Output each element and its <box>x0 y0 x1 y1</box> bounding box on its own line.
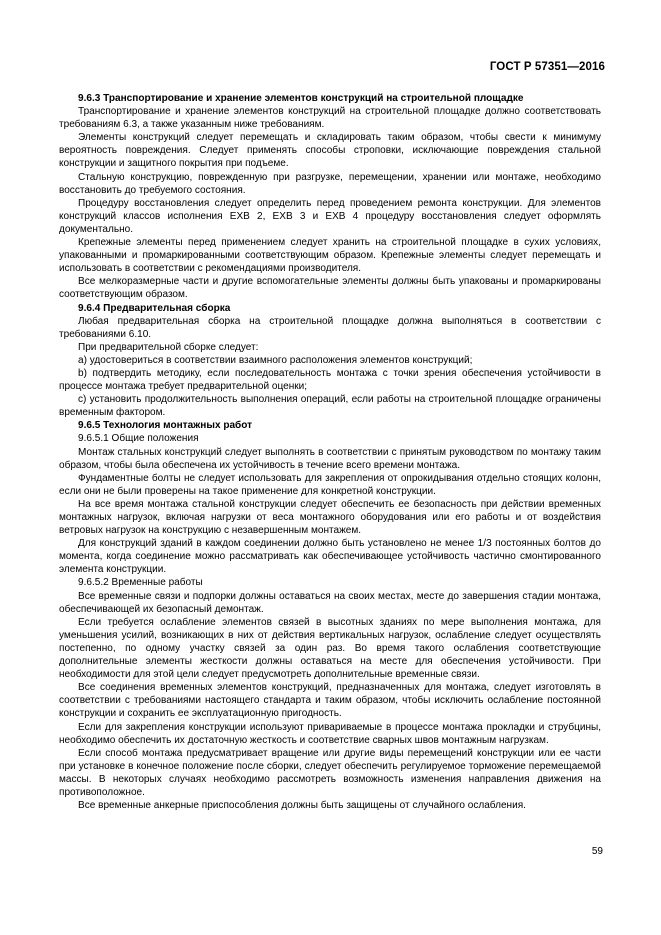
paragraph: Процедуру восстановления следует определить перед проведением ремонта конструкции. Для элементов конструкций классов исполнения EXB 2, EXB 3 и EXB 4 процедуру восстановления следует оформлять документально. <box>59 197 601 235</box>
paragraph: Если требуется ослабление элементов связей в высотных зданиях по мере выполнения монтажа, для уменьшения усилий, возникающих в них от действия вертикальных нагрузок, ослабление следует осуществлять постепенно, по одному участку связей за один раз. Во время такого ослабления соответствующие дополнительные элементы жесткости должны оставаться на месте для обеспечения устойчивости. При необходимости для этой цели следует предусмотреть дополнительные временные связи. <box>59 616 601 681</box>
paragraph: Транспортирование и хранение элементов конструкций на строительной площадке должно соответствовать требованиям 6.3, а также указанным ниже требованиям. <box>59 106 601 131</box>
section-heading: 9.6.4 Предварительная сборка <box>78 302 231 314</box>
page-content <box>59 92 601 812</box>
paragraph: Все временные анкерные приспособления должны быть защищены от случайного ослабления. <box>78 800 526 812</box>
paragraph: Все соединения временных элементов конструкций, предназначенных для монтажа, следует изготовлять в соответствии с требованиями настоящего стандарта и таким образом, чтобы исключить ослабление постоянной конструкции и сохранить ее эксплуатационную пригодность. <box>59 682 601 720</box>
paragraph: При предварительной сборке следует: <box>78 341 259 353</box>
section-heading: 9.6.3 Транспортирование и хранение элементов конструкций на строительной площадке <box>78 93 524 104</box>
paragraph: Элементы конструкций следует перемещать и складировать таким образом, чтобы свести к минимуму вероятность повреждения. Следует применять способы строповки, исключающие повреждения стальной конструкции и защитного покрытия при подъеме. <box>59 132 601 170</box>
list-item: а) удостовериться в соответствии взаимного расположения элементов конструкций; <box>78 354 473 366</box>
document-code: ГОСТ Р 57351—2016 <box>489 61 605 73</box>
subsection-heading: 9.6.5.2 Временные работы <box>78 577 203 589</box>
paragraph: Фундаментные болты не следует использовать для закрепления от опрокидывания отдельно стоящих колонн, если они не были проверены на такое применение для конкретной конструкции. <box>59 472 601 497</box>
paragraph: Любая предварительная сборка на строительной площадке должна выполняться в соответствии с требованиями 6.10. <box>59 315 601 340</box>
subsection-heading: 9.6.5.1 Общие положения <box>78 433 199 445</box>
paragraph: Монтаж стальных конструкций следует выполнять в соответствии с принятым руководством по монтажу таким образом, чтобы была обеспечена их устойчивость в течение всего времени монтажа. <box>59 446 601 471</box>
page-number: 59 <box>591 846 603 857</box>
list-item: c) установить продолжительность выполнения операций, если работы на строительной площадке ограничены временным фактором. <box>59 394 601 419</box>
list-item: b) подтвердить методику, если последовательность монтажа с точки зрения обеспечения устойчивости в процессе монтажа требует предварительной оценки; <box>59 367 601 393</box>
paragraph: Крепежные элементы перед применением следует хранить на строительной площадке в сухих условиях, упакованными и промаркированными соответствующим образом. Крепежные элементы следует перемещать и использовать в соответствии с рекомендациями производителя. <box>59 237 601 275</box>
section-heading: 9.6.5 Технология монтажных работ <box>78 420 253 432</box>
paragraph: Если для закрепления конструкции используют привариваемые в процессе монтажа прокладки и струбцины, необходимо обеспечить их достаточную жесткость и соответствие сварных швов монтажным нагрузкам. <box>59 721 601 746</box>
paragraph: Для конструкций зданий в каждом соединении должно быть установлено не менее 1/3 постоянных болтов до момента, когда соединение можно рассматривать как обеспечивающее устойчивость частично смонтированного элемента конструкции. <box>59 538 601 576</box>
paragraph: Если способ монтажа предусматривает вращение или другие виды перемещений конструкции или ее части при установке в конечное положение после сборки, следует обеспечить регулируемое торможение перемещаемой массы. В некоторых случаях необходимо рассмотреть возможность изменения направления движения на противоположное. <box>59 747 601 798</box>
paragraph: На все время монтажа стальной конструкции следует обеспечить ее безопасность при действии временных монтажных нагрузок, включая нагрузки от веса монтажного оборудования или его работы и от воздействия ветровых нагрузок на конструкцию с незавершенным монтажем. <box>59 498 601 537</box>
paragraph: Все мелкоразмерные части и другие вспомогательные элементы должны быть упакованы и промаркированы соответствующим образом. <box>59 276 601 301</box>
paragraph: Стальную конструкцию, поврежденную при разгрузке, перемещении, хранении или монтаже, необходимо восстановить до требуемого состояния. <box>59 171 601 196</box>
paragraph: Все временные связи и подпорки должны оставаться на своих местах, месте до завершения стадии монтажа, обеспечивающей их безопасный демонтаж. <box>59 590 601 615</box>
